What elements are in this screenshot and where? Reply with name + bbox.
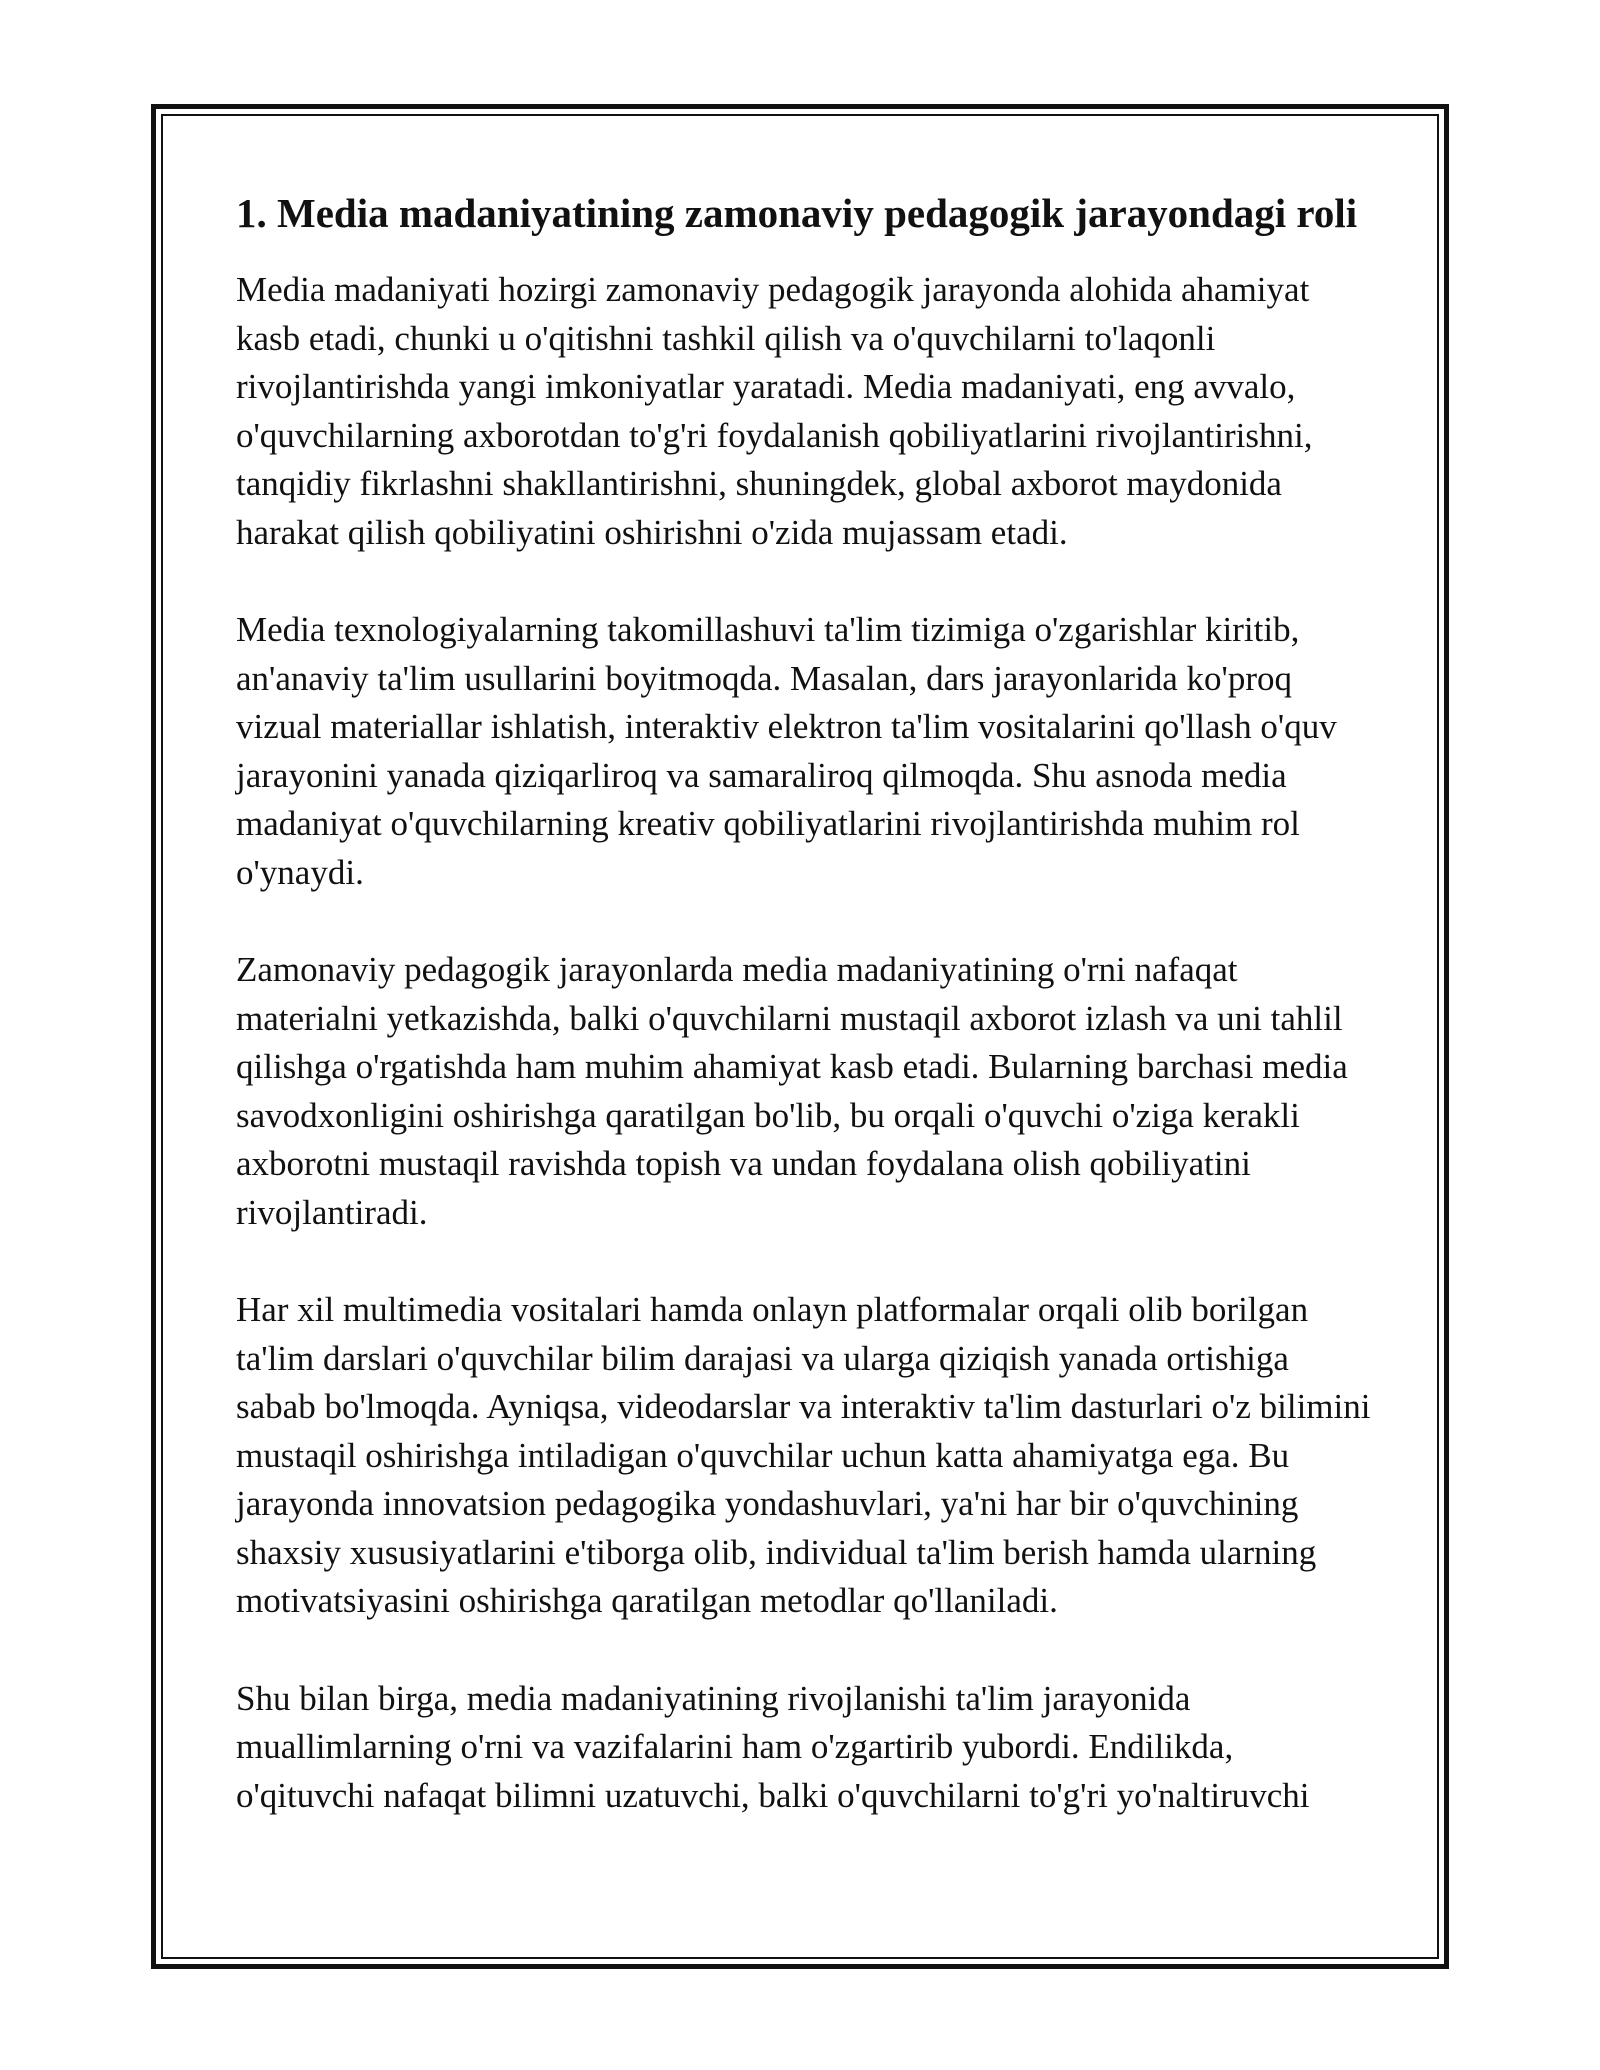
section-heading: 1. Media madaniyatining zamonaviy pedagogik jarayondagi roli [236,190,1358,236]
paragraph-4: Har xil multimedia vositalari hamda onlayn platformalar orqali olib borilgan ta'lim darslari o'quvchilar bilim darajasi va ularga qiziqish yanada ortishiga sabab bo'lmoqda. Ayniqsa, videodarslar va interaktiv ta'lim dasturlari o'z bilimini mustaqil oshirishga intiladigan o'quvchilar uchun katta ahamiyatga ega. Bu jarayonda innovatsion pedagogika yondashuvlari, ya'ni har bir o'quvchining shaxsiy xususiyatlarini e'tiborga olib, individual ta'lim berish hamda ularning motivatsiyasini oshirishga qaratilgan metodlar qo'llaniladi. [236,1290,1371,1620]
paragraph-3: Zamonaviy pedagogik jarayonlarda media madaniyatining o'rni nafaqat materialni yetkazishda, balki o'quvchilarni mustaqil axborot izlash va uni tahlil qilishga o'rgatishda ham muhim ahamiyat kasb etadi. Bularning barchasi media savodxonligini oshirishga qaratilgan bo'lib, bu orqali o'quvchi o'ziga kerakli axborotni mustaqil ravishda topish va undan foydalana olish qobiliyatini rivojlantiradi. [236,950,1348,1232]
paragraph-2: Media texnologiyalarning takomillashuvi ta'lim tizimiga o'zgarishlar kiritib, an'anaviy ta'lim usullarini boyitmoqda. Masalan, dars jarayonlarida ko'proq vizual materiallar ishlatish, interaktiv elektron ta'lim vositalarini qo'llash o'quv jarayonini yanada qiziqarliroq va samaraliroq qilmoqda. Shu asnoda media madaniyat o'quvchilarning kreativ qobiliyatlarini rivojlantirishda muhim rol o'ynaydi. [236,610,1337,892]
paragraph-5: Shu bilan birga, media madaniyatining rivojlanishi ta'lim jarayonida muallimlarning o'rni va vazifalarini ham o'zgartirib yubordi. Endilikda, o'qituvchi nafaqat bilimni uzatuvchi, balki o'quvchilarni to'g'ri yo'naltiruvchi [236,1678,1310,1815]
document-body [236,186,1376,1869]
paragraph-1: Media madaniyati hozirgi zamonaviy pedagogik jarayonda alohida ahamiyat kasb etadi, chunki u o'qitishni tashkil qilish va o'quvchilarni to'laqonli rivojlantirishda yangi imkoniyatlar yaratadi. Media madaniyati, eng avvalo, o'quvchilarning axborotdan to'g'ri foydalanish qobiliyatlarini rivojlantirishni, tanqidiy fikrlashni shakllantirishni, shuningdek, global axborot maydonida harakat qilish qobiliyatini oshirishni o'zida mujassam etadi. [236,270,1313,552]
